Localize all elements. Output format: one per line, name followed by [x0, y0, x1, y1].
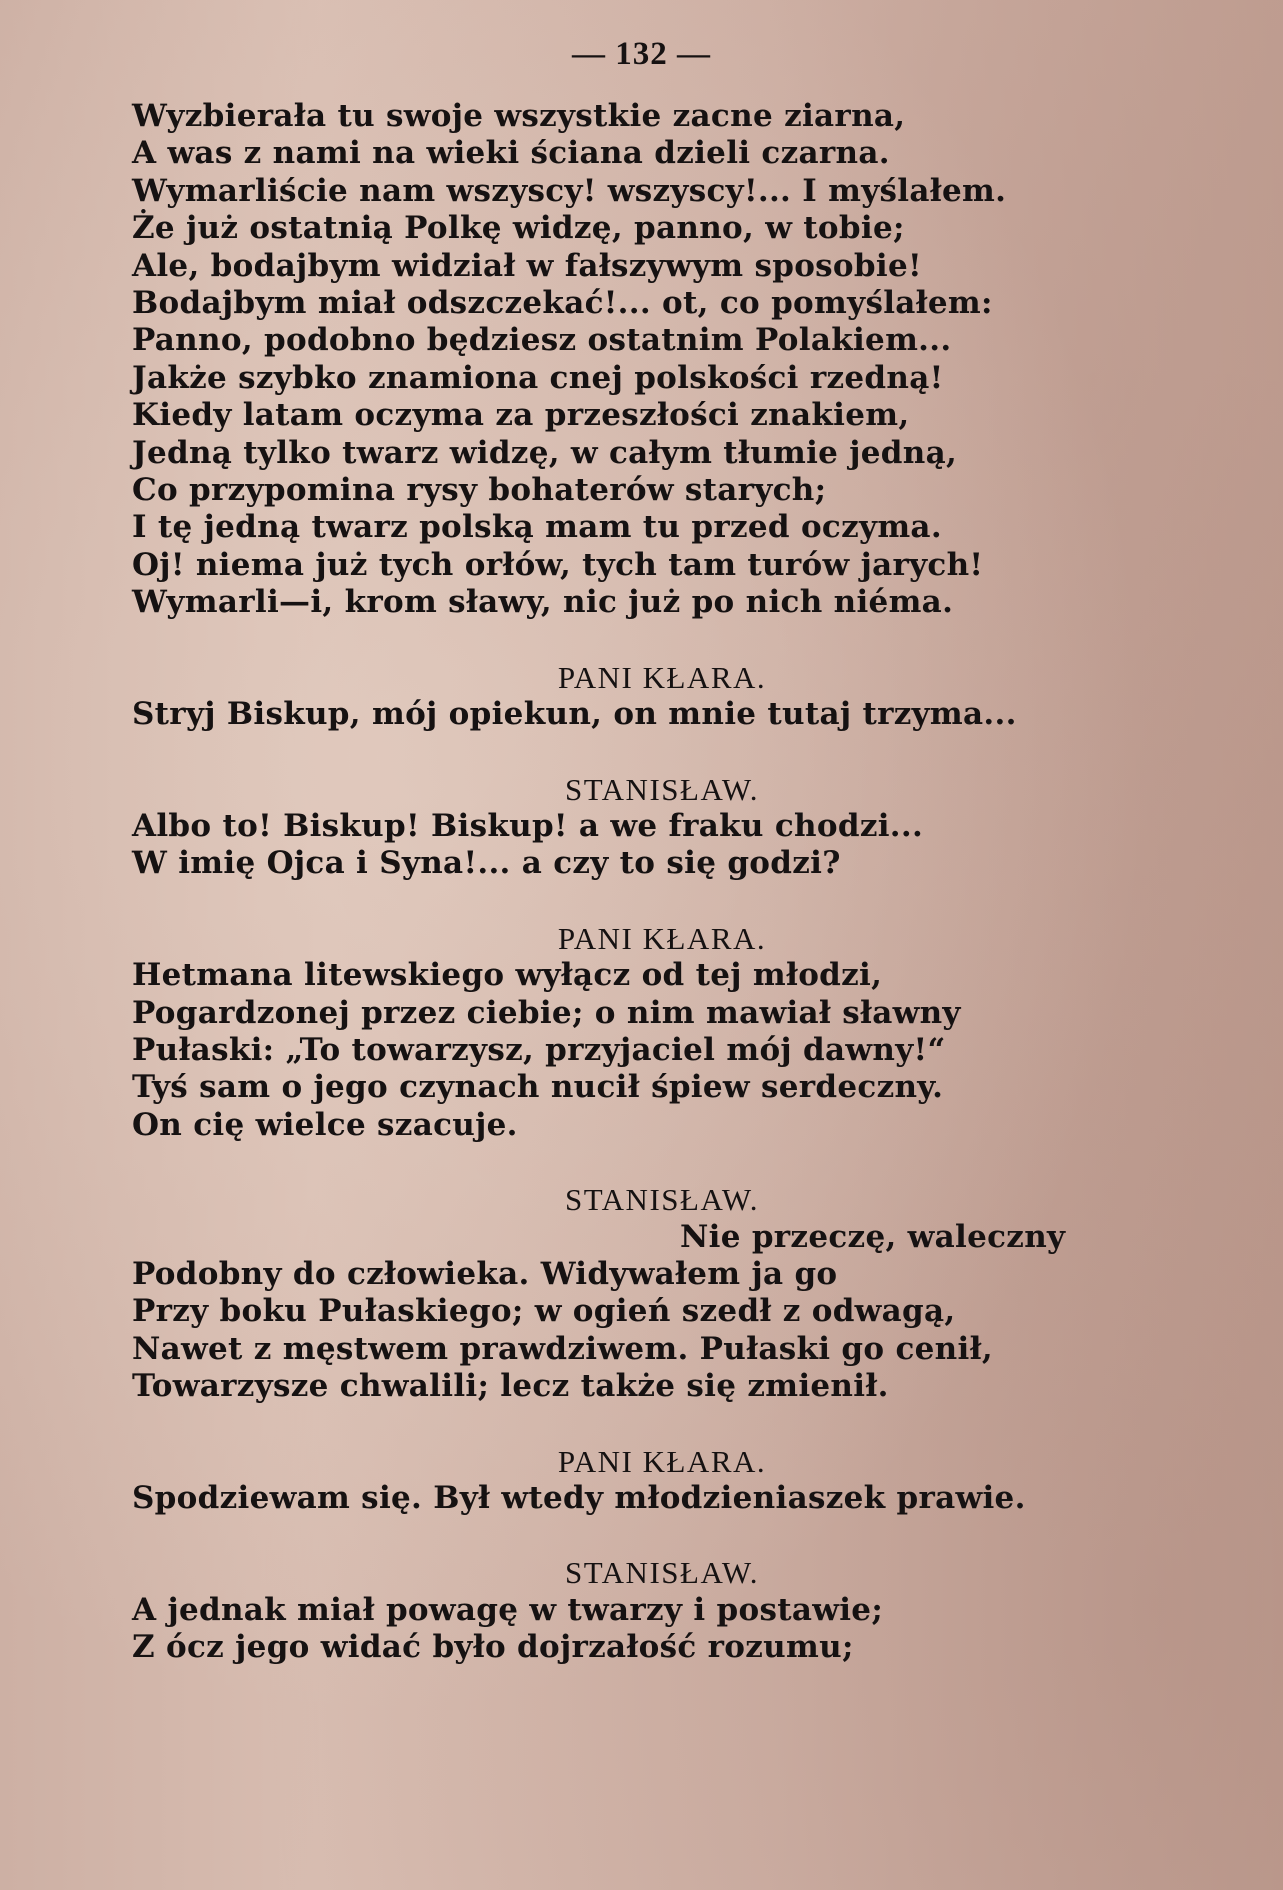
verse-line: Pogardzonej przez ciebie; o nim mawiał sławny — [132, 994, 961, 1031]
verse-line: Pułaski: „To towarzysz, przyjaciel mój dawny!“ — [132, 1031, 946, 1068]
speaker-name: STANISŁAW. — [564, 1182, 760, 1218]
speaker-name: PANI KŁARA. — [557, 659, 767, 695]
section-gap — [132, 883, 1132, 920]
section-gap — [132, 1144, 1132, 1181]
verse-line: Że już ostatnią Polkę widzę, panno, w tobie; — [132, 210, 905, 247]
verse-line: Stryj Biskup, mój opiekun, on mnie tutaj trzyma... — [132, 696, 1017, 733]
verse-line: Jedną tylko twarz widzę, w całym tłumie jedną, — [132, 434, 958, 471]
verse-line: Przy boku Pułaskiego; w ogień szedł z odwagą, — [132, 1293, 956, 1330]
verse-line-indented: Nie przeczę, waleczny — [680, 1218, 1066, 1255]
verse-line: Albo to! Biskup! Biskup! a we fraku chodzi... — [132, 807, 924, 844]
section-gap — [132, 1406, 1132, 1443]
verse-line: On cię wielce szacuje. — [132, 1106, 518, 1143]
verse-line: I tę jedną twarz polską mam tu przed oczyma. — [132, 509, 942, 546]
section-gap — [132, 734, 1132, 771]
text-body — [132, 98, 1132, 1667]
verse-line: Wymarliście nam wszyscy! wszyscy!... I myślałem. — [132, 172, 1007, 209]
verse-line: Nawet z męstwem prawdziwem. Pułaski go cenił, — [132, 1330, 993, 1367]
page-number: — 132 — — [572, 36, 711, 72]
verse-line: Wymarli—i, krom sławy, nic już po nich niéma. — [132, 584, 954, 621]
verse-line: Kiedy latam oczyma za przeszłości znakiem, — [132, 397, 910, 434]
verse-line: Spodziewam się. Był wtedy młodzieniaszek prawie. — [132, 1480, 1026, 1516]
verse-line: A was z nami na wieki ściana dzieli czarna. — [132, 135, 890, 172]
verse-line: Wyzbierała tu swoje wszystkie zacne ziarna, — [132, 98, 906, 134]
verse-line: Co przypomina rysy bohaterów starych; — [132, 472, 827, 509]
speaker-name: STANISŁAW. — [564, 771, 760, 807]
verse-line: Panno, podobno będziesz ostatnim Polakiem... — [132, 322, 952, 359]
section-gap — [132, 1517, 1132, 1554]
speaker-name: STANISŁAW. — [564, 1555, 760, 1591]
speaker-name: PANI KŁARA. — [557, 1443, 767, 1479]
verse-line: Jakże szybko znamiona cnej polskości rzedną! — [132, 359, 944, 396]
verse-line: Hetmana litewskiego wyłącz od tej młodzi, — [132, 957, 883, 994]
verse-line: A jednak miał powagę w twarzy i postawie; — [132, 1591, 884, 1628]
verse-line: Bodajbym miał odszczekać!... ot, co pomyślałem: — [132, 285, 993, 322]
section-gap — [132, 622, 1132, 659]
verse-line: Oj! niema już tych orłów, tych tam turów jarych! — [132, 546, 984, 583]
verse-line: Tyś sam o jego czynach nucił śpiew serdeczny. — [132, 1069, 944, 1106]
verse-line: Ale, bodajbym widział w fałszywym sposobie! — [132, 247, 922, 284]
speaker-name: PANI KŁARA. — [557, 920, 767, 956]
verse-line: W imię Ojca i Syna!... a czy to się godzi? — [132, 845, 841, 882]
verse-line: Podobny do człowieka. Widywałem ja go — [132, 1255, 838, 1292]
verse-line: Z ócz jego widać było dojrzałość rozumu; — [132, 1629, 854, 1666]
verse-line: Towarzysze chwalili; lecz także się zmienił. — [132, 1368, 889, 1405]
